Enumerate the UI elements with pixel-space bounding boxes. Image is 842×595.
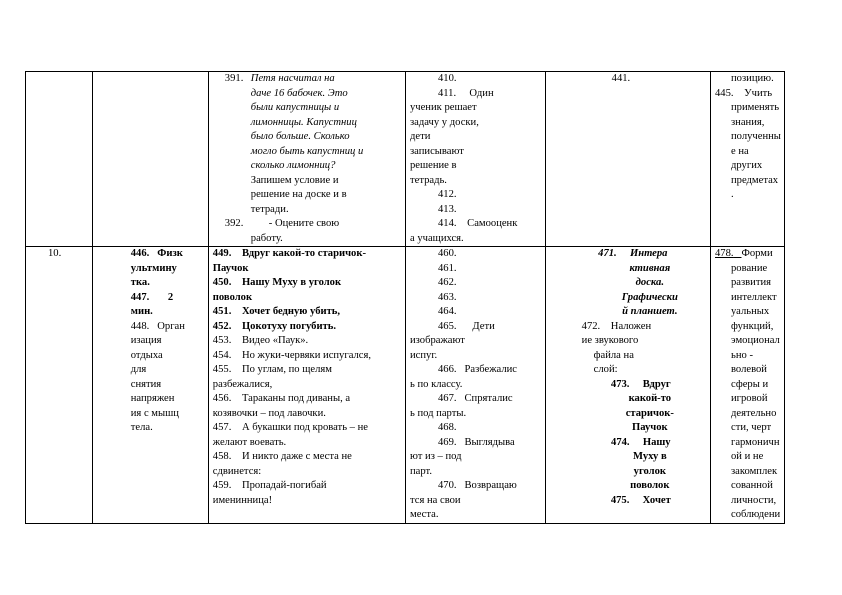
text: функций,: [731, 320, 774, 332]
item-number: 392.: [224, 218, 244, 229]
poem-item: [213, 450, 401, 479]
task-line: было больше. Сколько: [250, 131, 350, 142]
cell-stage: [92, 72, 208, 247]
item-473: [550, 378, 706, 393]
item-number: 462.: [437, 277, 457, 288]
item-number: 470.: [437, 480, 457, 491]
item-475: [550, 494, 706, 509]
item-469: [410, 436, 541, 451]
item-number: 445.: [715, 87, 734, 99]
item-number: 458.: [212, 451, 232, 462]
poem-item: [213, 276, 401, 305]
item-number: 467.: [437, 393, 457, 404]
item-number: 414.: [437, 218, 457, 229]
cell-tools: [545, 72, 710, 247]
item-391: [213, 72, 401, 217]
item-392: [213, 217, 401, 246]
item-448: [97, 320, 204, 335]
cell-goals: [711, 247, 785, 524]
item-number: 463.: [437, 291, 457, 303]
text: задачу у доски,: [409, 116, 479, 128]
poem-item: [213, 334, 401, 349]
item-number: 447.: [130, 291, 150, 303]
text: тетрадь.: [409, 174, 447, 186]
text: предметах: [731, 174, 779, 186]
text: эмоционал: [731, 335, 780, 346]
item-474: [550, 436, 706, 451]
item-number: 478.: [715, 248, 734, 259]
cell-teacher: [208, 247, 405, 524]
task-line: даче 16 бабочек. Это: [250, 87, 348, 99]
row-number: 10.: [48, 248, 62, 259]
task-line: Запишем условие и: [250, 174, 339, 186]
text: А букашки под кровать – не: [241, 422, 368, 433]
text: дети: [409, 131, 431, 142]
item-414: [410, 217, 541, 232]
text: ия с мышц: [130, 407, 179, 419]
item-number: 471.: [598, 248, 617, 259]
poem-line: [213, 421, 401, 436]
text: сферы и: [731, 378, 769, 390]
item-number: 472.: [581, 320, 601, 332]
poem-item: [213, 421, 401, 450]
text: других: [731, 160, 763, 171]
item-number: 448.: [130, 320, 150, 332]
text: ие звукового: [581, 335, 639, 346]
text: парт.: [409, 465, 432, 477]
text: файла на: [593, 349, 634, 361]
text: 2: [167, 291, 174, 303]
item-number: 446.: [130, 248, 150, 259]
poem-item: [213, 247, 401, 276]
text: Физк: [157, 248, 183, 259]
table-row: [26, 247, 785, 524]
poem-item: [213, 320, 401, 335]
text: именинница!: [212, 494, 273, 506]
poem-line: [213, 320, 401, 335]
text: соблюдени: [731, 509, 781, 520]
poem-item: [213, 305, 401, 320]
item-number: 474.: [611, 436, 630, 448]
text: Орган: [157, 320, 185, 332]
item-446: [97, 247, 204, 262]
text: слой:: [593, 364, 618, 375]
text: для: [130, 364, 147, 375]
text: Паучок: [631, 422, 668, 433]
table-row: [26, 72, 785, 247]
item-number: 453.: [212, 335, 232, 346]
text: Возвращаю: [464, 480, 517, 491]
text: козявочки – под лавочки.: [212, 407, 326, 419]
task-line: тетради.: [250, 203, 289, 215]
item-number: 468.: [437, 422, 457, 433]
poem-line: [213, 363, 401, 378]
item-number: 454.: [212, 349, 232, 361]
poem-line: [213, 276, 401, 291]
text: По углам, по щелям: [241, 364, 332, 375]
item-number: 466.: [437, 364, 457, 375]
text: уголок: [633, 465, 666, 477]
text: места.: [409, 509, 439, 520]
text: Видео «Паук».: [241, 335, 309, 346]
text: желают воевать.: [212, 436, 287, 448]
cell-goals: [711, 72, 785, 247]
text: Дети: [472, 320, 495, 332]
item-472: [550, 320, 706, 335]
item-411: [410, 87, 541, 102]
text: Хочет бедную убить,: [241, 306, 341, 317]
text: Пропадай-погибай: [241, 480, 327, 491]
item-number: 455.: [212, 364, 232, 375]
text: Один: [469, 87, 494, 99]
text: е на: [731, 145, 749, 157]
lesson-plan-table: [25, 71, 785, 524]
text: Учить: [744, 87, 773, 99]
item-number: 449.: [212, 248, 232, 259]
text: гармоничн: [731, 436, 780, 448]
task-line: были капустницы и: [250, 102, 340, 113]
item-number: 410.: [437, 73, 457, 84]
text: разбежалися,: [212, 378, 273, 390]
text: волевой: [731, 364, 767, 375]
poem-item: [213, 349, 401, 364]
text: игровой: [731, 393, 768, 404]
task-line: работу.: [250, 232, 283, 244]
text: ют из – под: [409, 451, 462, 462]
text: ученик решает: [409, 102, 477, 113]
poem-item: [213, 392, 401, 421]
poem-line: [213, 334, 401, 349]
item-number: 456.: [212, 393, 232, 404]
task-line: лимонницы. Капустниц: [250, 116, 357, 128]
text: И никто даже с места не: [241, 451, 352, 462]
text: Интера: [629, 248, 668, 259]
text: поволок: [630, 480, 670, 491]
item-number: 452.: [212, 320, 232, 332]
text: Хочет: [642, 494, 671, 506]
text: ультмину: [130, 262, 177, 274]
text: й планшет.: [622, 306, 678, 317]
poem-line: [213, 305, 401, 320]
poem-line: [213, 247, 401, 262]
text: сти, черт: [731, 422, 772, 433]
task-line: Петя насчитал на: [250, 73, 335, 84]
item-number: 412.: [437, 189, 457, 200]
item-471: [550, 247, 706, 262]
item-number: 461.: [437, 262, 457, 274]
text: ой и не: [731, 451, 764, 462]
text: тка.: [130, 277, 150, 288]
task-line: - Оцените свою: [268, 218, 340, 229]
poem-line: [213, 450, 401, 465]
text: интеллект: [731, 291, 777, 303]
text: тела.: [130, 422, 153, 433]
task-line: решение на доске и в: [250, 189, 347, 200]
text: уальных: [731, 306, 770, 317]
text: Спряталис: [464, 393, 513, 404]
text: полученны: [731, 131, 781, 142]
cell-students: [405, 72, 545, 247]
text: Цокотуху погубить.: [241, 320, 337, 332]
poem-line: [213, 479, 401, 494]
text: Нашу: [642, 436, 671, 448]
text: ь под парты.: [409, 407, 467, 419]
item-number: 441.: [611, 73, 631, 84]
item-445: [715, 87, 780, 102]
cell-number: [26, 247, 93, 524]
item-478: [715, 247, 780, 262]
poem-line: [213, 349, 401, 364]
item-number: 457.: [212, 422, 232, 433]
item-466: [410, 363, 541, 378]
text: позицию.: [731, 73, 774, 84]
text: поволок: [212, 291, 253, 303]
item-number: 469.: [437, 436, 457, 448]
text: личности,: [731, 494, 777, 506]
cell-number: [26, 72, 93, 247]
item-number: 460.: [437, 248, 457, 259]
text: знания,: [731, 116, 765, 128]
task-line: сколько лимонниц?: [250, 160, 336, 171]
text: Форми: [741, 248, 773, 259]
text: изация: [130, 335, 162, 346]
text: применять: [731, 102, 780, 113]
text: закомплек: [731, 465, 778, 477]
poem-item: [213, 479, 401, 508]
item-465: [410, 320, 541, 335]
text: напряжен: [130, 393, 175, 404]
text: испуг.: [409, 349, 438, 361]
text: Паучок: [212, 262, 249, 274]
text: сованной: [731, 480, 773, 491]
text: тся на свои: [409, 494, 461, 506]
item-467: [410, 392, 541, 407]
item-number: 464.: [437, 306, 457, 317]
item-number: 459.: [212, 480, 232, 491]
text: Вдруг: [642, 378, 671, 390]
text: .: [731, 189, 734, 200]
text: ь по классу.: [409, 378, 463, 390]
item-number: 413.: [437, 203, 457, 215]
text: Выглядыва: [464, 436, 515, 448]
text: записывают: [409, 145, 464, 157]
item-number: 411.: [437, 87, 457, 99]
task-line: могло быть капустниц и: [250, 145, 364, 157]
text: Самооценк: [467, 218, 518, 229]
item-number: 391.: [224, 73, 244, 84]
text: а учащихся.: [409, 232, 464, 244]
text: рование: [731, 262, 768, 274]
text: ктивная: [629, 262, 671, 274]
text: решение в: [409, 160, 457, 171]
poem-line: [213, 392, 401, 407]
text: Графически: [621, 291, 678, 303]
text: деятельно: [731, 407, 777, 419]
item-number: 451.: [212, 306, 232, 317]
text: Разбежалис: [464, 364, 517, 375]
item-number: 473.: [610, 378, 630, 390]
item-number: 475.: [610, 494, 630, 506]
poem-item: [213, 363, 401, 392]
text: старичок-: [625, 407, 674, 419]
text: Вдруг какой-то старичок-: [241, 248, 366, 259]
text: какой-то: [628, 393, 672, 404]
text: доска.: [635, 277, 664, 288]
item-number: 450.: [212, 277, 232, 288]
text: Тараканы под диваны, а: [241, 393, 351, 404]
cell-stage: [92, 247, 208, 524]
text: снятия: [130, 378, 162, 390]
text: сдвинется:: [212, 465, 262, 477]
text: Наложен: [610, 320, 652, 332]
text: мин.: [130, 306, 153, 317]
text: Муху в: [632, 451, 667, 462]
cell-teacher: [208, 72, 405, 247]
text: ьно -: [731, 349, 753, 361]
cell-students: [405, 247, 545, 524]
item-447: [97, 291, 204, 306]
item-number: 465.: [437, 320, 457, 332]
text: развития: [731, 277, 772, 288]
text: изображают: [409, 335, 465, 346]
cell-tools: [545, 247, 710, 524]
item-470: [410, 479, 541, 494]
text: Но жуки-червяки испугался,: [241, 349, 372, 361]
text: отдыха: [130, 349, 163, 361]
text: Нашу Муху в уголок: [241, 277, 342, 288]
